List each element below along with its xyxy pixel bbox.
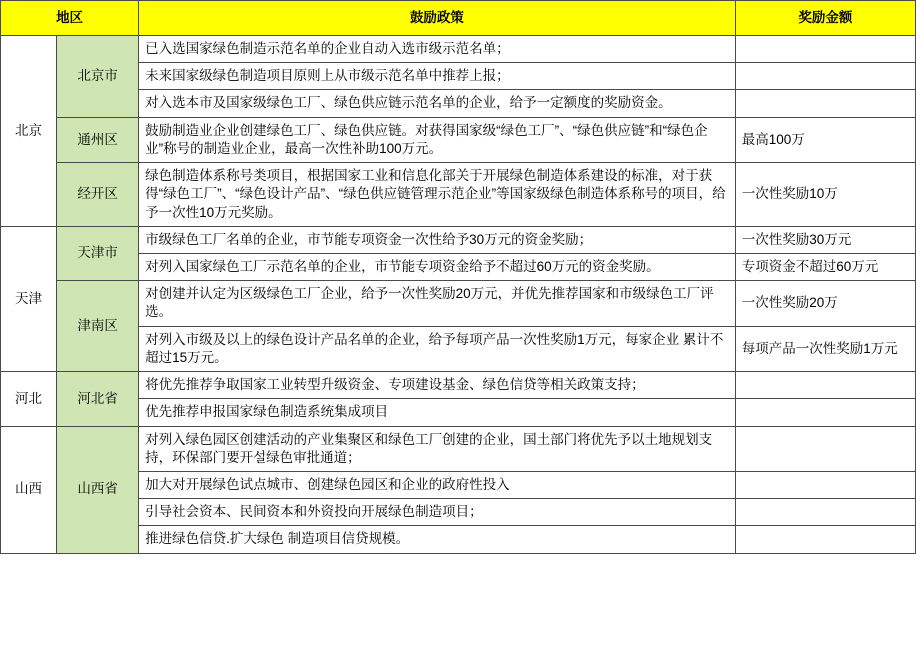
header-amount: 奖励金额: [735, 1, 915, 36]
amount-cell: 一次性奖励10万: [735, 163, 915, 227]
table-row: [1, 117, 916, 162]
table-header-row: [1, 1, 916, 36]
city-cell: 经开区: [57, 163, 139, 227]
policy-cell: 引导社会资本、民间资本和外资投向开展绿色制造项目；: [139, 499, 736, 526]
table-row: [1, 326, 916, 371]
table-row: [1, 372, 916, 399]
amount-cell: [735, 526, 915, 553]
policy-cell: 对列入国家绿色工厂示范名单的企业，市节能专项资金给予不超过60万元的资金奖励。: [139, 253, 736, 280]
amount-cell: [735, 399, 915, 426]
header-region: 地区: [1, 1, 139, 36]
policy-cell: 未来国家级绿色制造项目原则上从市级示范名单中推荐上报；: [139, 63, 736, 90]
policy-cell: 推进绿色信贷.扩大绿色 制造项目信贷规模。: [139, 526, 736, 553]
table-row: [1, 471, 916, 498]
region-cell: 河北: [1, 372, 57, 426]
amount-cell: [735, 90, 915, 117]
amount-cell: [735, 36, 915, 63]
policy-cell: 市级绿色工厂名单的企业，市节能专项资金一次性给予30万元的资金奖励；: [139, 226, 736, 253]
policy-cell: 将优先推荐争取国家工业转型升级资金、专项建设基金、绿色信贷等相关政策支持；: [139, 372, 736, 399]
policy-cell: 鼓励制造业企业创建绿色工厂、绿色供应链。对获得国家级“绿色工厂”、“绿色供应链”和“绿色企业”称号的制造业企业，最高一次性补助100万元。: [139, 117, 736, 162]
table-row: [1, 399, 916, 426]
table-row: [1, 226, 916, 253]
amount-cell: [735, 499, 915, 526]
table-row: [1, 526, 916, 553]
city-cell: 津南区: [57, 281, 139, 372]
amount-cell: 一次性奖励20万: [735, 281, 915, 326]
city-cell: 通州区: [57, 117, 139, 162]
header-policy: 鼓励政策: [139, 1, 736, 36]
table-row: [1, 90, 916, 117]
amount-cell: 最高100万: [735, 117, 915, 162]
policy-cell: 对创建并认定为区级绿色工厂企业，给予一次性奖励20万元，并优先推荐国家和市级绿色工厂评选。: [139, 281, 736, 326]
policy-cell: 对列入绿色园区创建活动的产业集聚区和绿色工厂创建的企业，国土部门将优先予以土地规划支持，环保部门要开설绿色审批通道；: [139, 426, 736, 471]
city-cell: 山西省: [57, 426, 139, 553]
amount-cell: [735, 426, 915, 471]
table-row: [1, 426, 916, 471]
region-cell: 山西: [1, 426, 57, 553]
amount-cell: [735, 471, 915, 498]
policy-cell: 绿色制造体系称号类项目，根据国家工业和信息化部关于开展绿色制造体系建设的标准，对于获得“绿色工厂”、“绿色设计产品”、“绿色供应链管理示范企业”等国家级绿色制造体系称号的项目，给予一次性10万元奖励。: [139, 163, 736, 227]
city-cell: 天津市: [57, 226, 139, 280]
policy-cell: 已入选国家绿色制造示范名单的企业自动入选市级示范名单；: [139, 36, 736, 63]
city-cell: 北京市: [57, 36, 139, 118]
policy-cell: 优先推荐申报国家绿色制造系统集成项目: [139, 399, 736, 426]
table-row: [1, 63, 916, 90]
policy-cell: 对入选本市及国家级绿色工厂、绿色供应链示范名单的企业，给予一定额度的奖励资金。: [139, 90, 736, 117]
policy-cell: 加大对开展绿色试点城市、创建绿色园区和企业的政府性投入: [139, 471, 736, 498]
amount-cell: 每项产品一次性奖励1万元: [735, 326, 915, 371]
city-cell: 河北省: [57, 372, 139, 426]
table-row: [1, 163, 916, 227]
amount-cell: 一次性奖励30万元: [735, 226, 915, 253]
policy-cell: 对列入市级及以上的绿色设计产品名单的企业，给予每项产品一次性奖励1万元，每家企业 累计不超过15万元。: [139, 326, 736, 371]
table-row: [1, 281, 916, 326]
region-cell: 北京: [1, 36, 57, 227]
amount-cell: [735, 372, 915, 399]
amount-cell: 专项资金不超过60万元: [735, 253, 915, 280]
table-row: [1, 36, 916, 63]
table-body: [1, 36, 916, 554]
region-cell: 天津: [1, 226, 57, 371]
table-row: [1, 253, 916, 280]
table-row: [1, 499, 916, 526]
amount-cell: [735, 63, 915, 90]
